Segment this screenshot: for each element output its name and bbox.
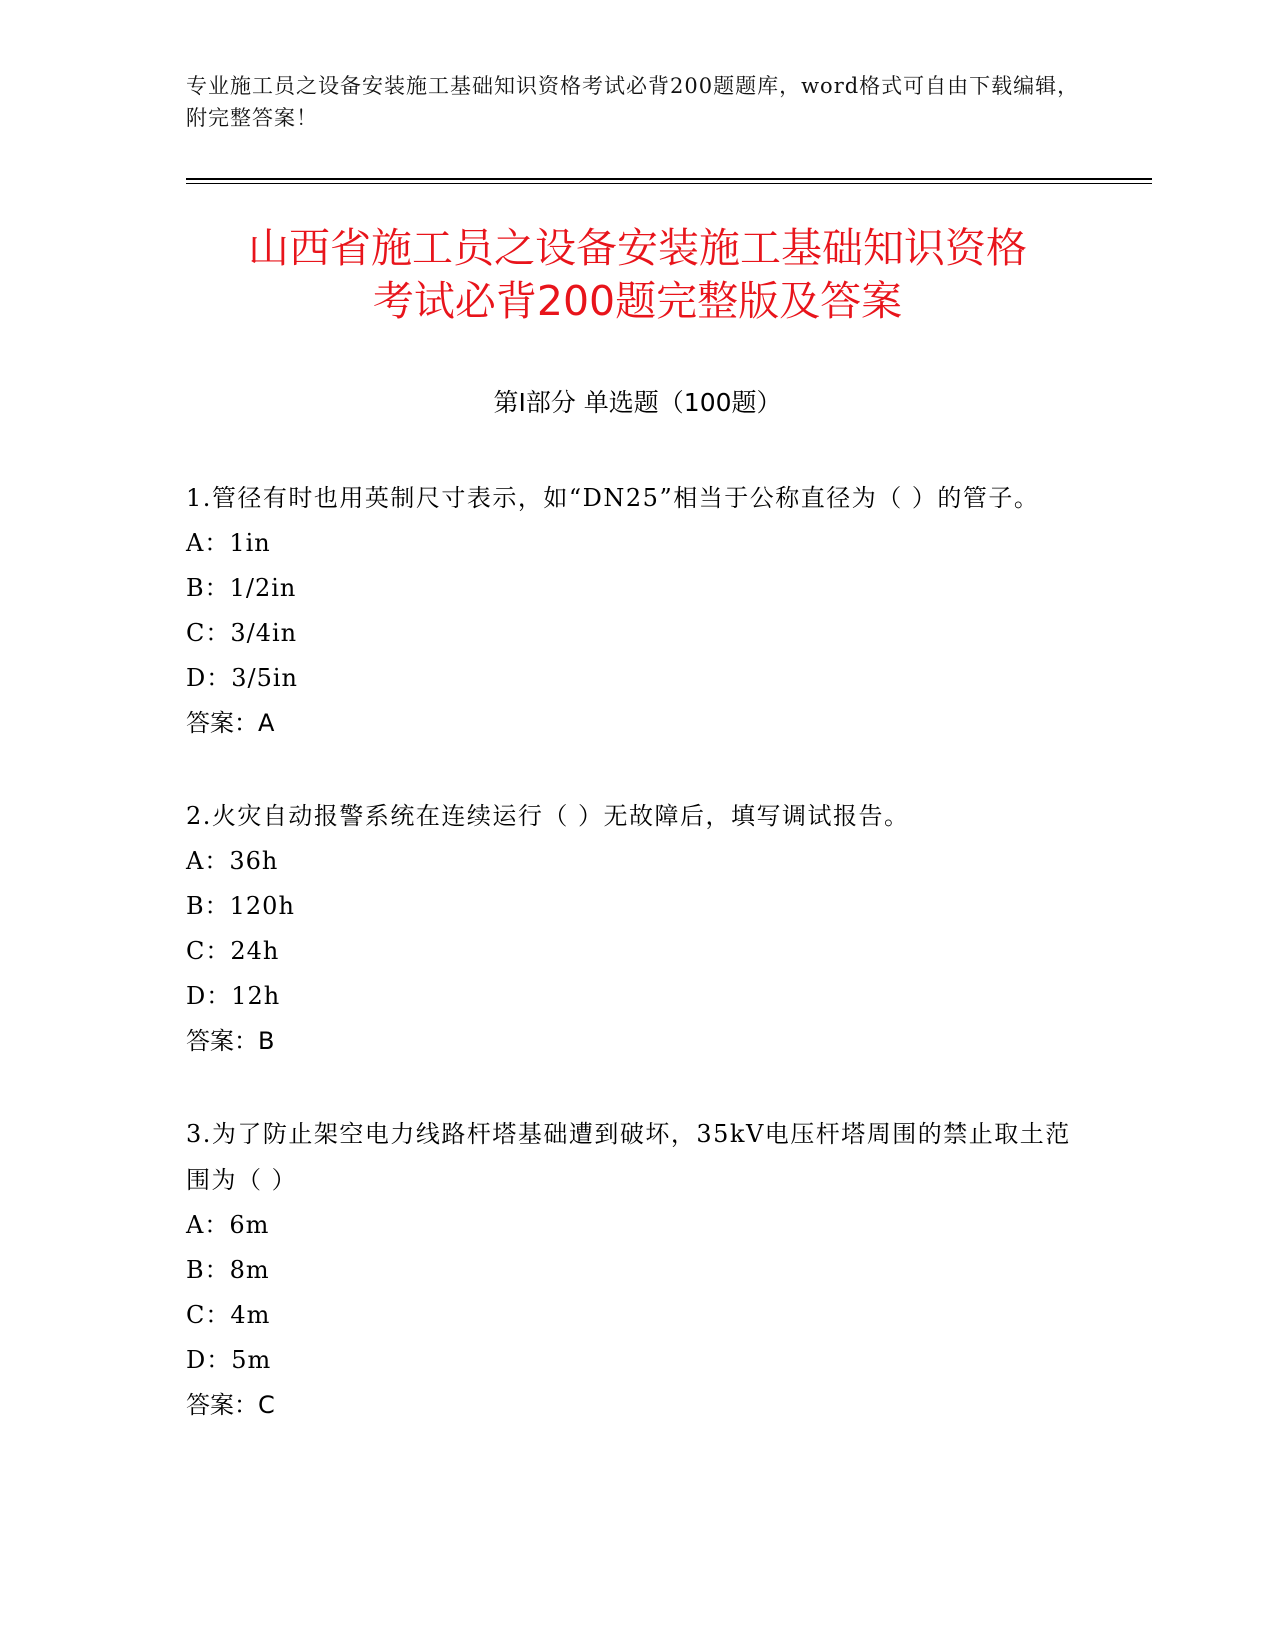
answer-line: 答案：C [186,1391,275,1419]
answer-line: 答案：B [186,1027,275,1055]
option-a: A：6m [186,1211,270,1239]
option-d: D：3/5in [186,664,298,692]
question-stem: 1.管径有时也用英制尺寸表示，如“DN25”相当于公称直径为（ ）的管子。 [186,484,1040,512]
question-item [186,793,1086,1064]
question-stem: 3.为了防止架空电力线路杆塔基础遭到破坏，35kV电压杆塔周围的禁止取土范围为（ ） [186,1120,1071,1194]
option-a: A：1in [186,529,271,557]
option-a: A：36h [186,847,279,875]
option-b: B：1/2in [186,574,297,602]
option-c: C：3/4in [186,619,298,647]
question-item [186,1111,1086,1428]
option-d: D：5m [186,1346,272,1374]
question-stem: 2.火灾自动报警系统在连续运行（ ）无故障后，填写调试报告。 [186,802,910,830]
document-title [120,222,1155,328]
option-b: B：8m [186,1256,270,1284]
document-title-line-1: 山西省施工员之设备安装施工基础知识资格 [248,224,1027,272]
option-d: D：12h [186,982,281,1010]
option-c: C：4m [186,1301,271,1329]
section-title: 第Ⅰ部分 单选题（100题） [493,388,782,417]
header-divider-thin [186,183,1152,184]
question-list [186,475,1086,1475]
header-divider-thick [186,178,1152,180]
document-title-line-2: 考试必背200题完整版及答案 [372,277,903,325]
question-item [186,475,1086,746]
header-note: 专业施工员之设备安装施工基础知识资格考试必背200题题库，word格式可自由下载编辑，附完整答案！ [186,74,1080,130]
option-c: C：24h [186,937,280,965]
option-b: B：120h [186,892,295,920]
answer-line: 答案：A [186,709,275,737]
